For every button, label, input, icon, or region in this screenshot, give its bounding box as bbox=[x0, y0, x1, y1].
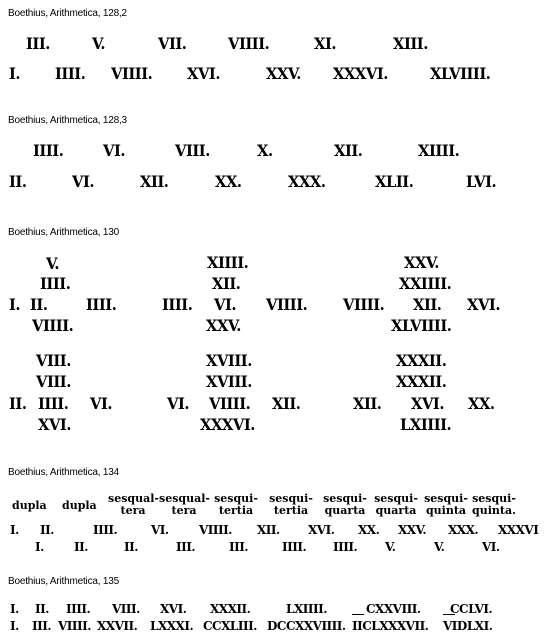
numeral: VI. bbox=[482, 540, 500, 554]
numeral: IIII. bbox=[55, 64, 86, 83]
ratio-word: sesqui- quarta bbox=[374, 492, 418, 517]
numeral: XII. bbox=[212, 274, 241, 293]
caption-135: Boethius, Arithmetica, 135 bbox=[8, 576, 119, 587]
numeral: II. bbox=[74, 540, 88, 554]
numeral: XXXVI. bbox=[333, 64, 388, 83]
numeral: XII. bbox=[257, 523, 280, 537]
numeral: IIII. bbox=[40, 274, 71, 293]
numeral: V. bbox=[92, 34, 106, 53]
numeral: XIII. bbox=[393, 34, 428, 53]
numeral: XLII. bbox=[375, 172, 414, 191]
numeral: I. bbox=[9, 295, 21, 314]
ratio-word: sesqui- quinta bbox=[424, 492, 468, 517]
numeral: XVIII. bbox=[206, 351, 252, 370]
ratio-word: sesqual- tera bbox=[108, 492, 159, 517]
ratio-word: sesqui- quinta. bbox=[472, 492, 516, 517]
numeral: XII. bbox=[140, 172, 169, 191]
numeral: I. bbox=[9, 64, 21, 83]
numeral: V. bbox=[46, 254, 60, 273]
ratio-word: sesqui- tertia bbox=[214, 492, 258, 517]
numeral: XX. bbox=[468, 394, 495, 413]
numeral: IICLXXXVII. bbox=[352, 619, 429, 633]
caption-128-3: Boethius, Arithmetica, 128,3 bbox=[8, 115, 127, 126]
ratio-word: sesqual- tera bbox=[159, 492, 210, 517]
thousands-overline bbox=[352, 614, 364, 615]
numeral: IIII. bbox=[282, 540, 307, 554]
caption-130: Boethius, Arithmetica, 130 bbox=[8, 227, 119, 238]
numeral: VII. bbox=[158, 34, 187, 53]
numeral: LXXXI. bbox=[150, 619, 194, 633]
numeral: XXV. bbox=[398, 523, 427, 537]
numeral: VIII. bbox=[36, 372, 71, 391]
numeral: I. bbox=[10, 523, 19, 537]
numeral: XXXVI bbox=[498, 523, 539, 537]
numeral: LVI. bbox=[466, 172, 497, 191]
numeral: XXIIII. bbox=[399, 274, 452, 293]
caption-134: Boethius, Arithmetica, 134 bbox=[8, 467, 119, 478]
numeral: VI. bbox=[72, 172, 95, 191]
numeral: XLVIIII. bbox=[391, 316, 452, 335]
numeral: VIIII. bbox=[228, 34, 270, 53]
numeral: II. bbox=[124, 540, 138, 554]
numeral: VIIII. bbox=[343, 295, 385, 314]
numeral: IIII. bbox=[162, 295, 193, 314]
numeral: VIDLXI. bbox=[443, 619, 493, 633]
numeral: LXIIII. bbox=[400, 415, 452, 434]
numeral: XXV. bbox=[404, 253, 439, 272]
numeral: XIIII. bbox=[207, 253, 249, 272]
ratio-word: dupla bbox=[12, 499, 47, 512]
caption-128-2: Boethius, Arithmetica, 128,2 bbox=[8, 8, 127, 19]
numeral: IIII. bbox=[66, 602, 91, 616]
numeral: IIII. bbox=[86, 295, 117, 314]
numeral: VIIII. bbox=[111, 64, 153, 83]
numeral: XXVII. bbox=[97, 619, 138, 633]
numeral: II. bbox=[40, 523, 54, 537]
numeral: VIII. bbox=[36, 351, 71, 370]
numeral: XVI. bbox=[160, 602, 187, 616]
numeral: XXXII. bbox=[396, 351, 447, 370]
numeral: XI. bbox=[314, 34, 337, 53]
numeral: V. bbox=[385, 540, 396, 554]
numeral: VIII. bbox=[175, 141, 210, 160]
numeral: I. bbox=[10, 619, 19, 633]
numeral: XX. bbox=[358, 523, 380, 537]
numeral: III. bbox=[32, 619, 52, 633]
numeral: XIIII. bbox=[418, 141, 460, 160]
ratio-word: sesqui- tertia bbox=[269, 492, 313, 517]
numeral: III. bbox=[176, 540, 196, 554]
numeral: XXXII. bbox=[396, 372, 447, 391]
numeral: CXXVIII. bbox=[366, 602, 421, 616]
numeral: XVIII. bbox=[206, 372, 252, 391]
numeral: XXXVI. bbox=[200, 415, 255, 434]
numeral: VI. bbox=[103, 141, 126, 160]
numeral: II. bbox=[30, 295, 48, 314]
numeral: XII. bbox=[353, 394, 382, 413]
numeral: XVI. bbox=[411, 394, 445, 413]
numeral: XXX. bbox=[448, 523, 479, 537]
numeral: XVI. bbox=[187, 64, 221, 83]
numeral: XVI. bbox=[308, 523, 335, 537]
numeral: XXV. bbox=[206, 316, 241, 335]
numeral: IIII. bbox=[33, 141, 64, 160]
ratio-word: dupla bbox=[62, 499, 97, 512]
numeral: III. bbox=[229, 540, 249, 554]
numeral: IIII. bbox=[93, 523, 118, 537]
ratio-word: sesqui- quarta bbox=[323, 492, 367, 517]
numeral: XII. bbox=[334, 141, 363, 160]
numeral: XII. bbox=[272, 394, 301, 413]
numeral: XXXII. bbox=[210, 602, 251, 616]
numeral: I. bbox=[10, 602, 19, 616]
numeral: XLVIIII. bbox=[430, 64, 491, 83]
numeral: VIIII. bbox=[199, 523, 232, 537]
numeral: II. bbox=[9, 394, 27, 413]
numeral: XII. bbox=[413, 295, 442, 314]
numeral: X. bbox=[257, 141, 273, 160]
numeral: CCXLIII. bbox=[203, 619, 257, 633]
numeral: LXIIII. bbox=[286, 602, 327, 616]
numeral: I. bbox=[35, 540, 44, 554]
numeral: CCLVI. bbox=[450, 602, 493, 616]
numeral: VIII. bbox=[112, 602, 140, 616]
thousands-overline bbox=[443, 614, 455, 615]
numeral: VIIII. bbox=[266, 295, 308, 314]
numeral: V. bbox=[434, 540, 445, 554]
numeral: IIII. bbox=[333, 540, 358, 554]
numeral: VI. bbox=[151, 523, 169, 537]
numeral: VI. bbox=[167, 394, 190, 413]
numeral: XXV. bbox=[266, 64, 301, 83]
numeral: VIIII. bbox=[32, 316, 74, 335]
numeral: II. bbox=[9, 172, 27, 191]
numeral: DCCXXVIIII. bbox=[267, 619, 346, 633]
numeral: XVI. bbox=[467, 295, 501, 314]
numeral: VI. bbox=[214, 295, 237, 314]
numeral: III. bbox=[26, 34, 50, 53]
numeral: II. bbox=[35, 602, 49, 616]
numeral: XX. bbox=[215, 172, 242, 191]
numeral: XVI. bbox=[38, 415, 72, 434]
numeral: VI. bbox=[90, 394, 113, 413]
numeral: VIIII. bbox=[209, 394, 251, 413]
numeral: IIII. bbox=[38, 394, 69, 413]
numeral: VIIII. bbox=[58, 619, 91, 633]
numeral: XXX. bbox=[288, 172, 326, 191]
